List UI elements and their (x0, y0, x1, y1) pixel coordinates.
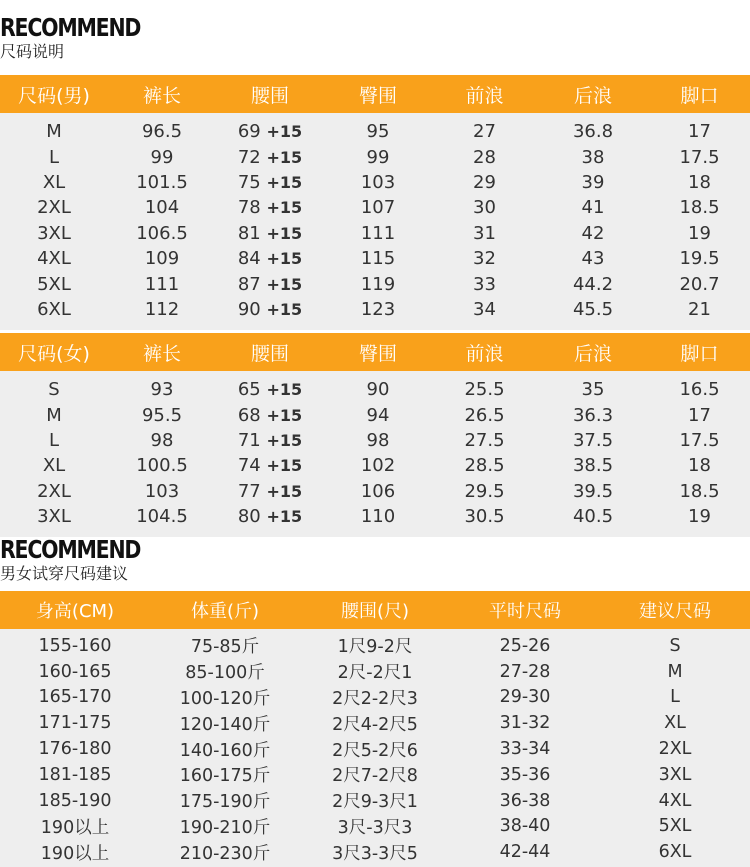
front-rise-cell: 28 (473, 146, 496, 168)
size-cell: 5XL (37, 273, 71, 295)
height-cell: 190以上 (40, 817, 110, 838)
column-header: 臀围 (358, 84, 397, 107)
column-header: 尺码(女) (18, 342, 90, 365)
back-rise-cell: 35 (581, 379, 605, 401)
size-cell: 6XL (37, 298, 71, 320)
waist-cell (216, 223, 324, 244)
hem-cell: 18 (688, 455, 711, 477)
back-rise-cell: 44.2 (572, 273, 614, 295)
waist-cell (216, 405, 324, 426)
size-cell: L (48, 146, 60, 168)
size-cell: S (48, 379, 60, 401)
waist-value: 84 (237, 248, 261, 270)
hip-cell: 102 (360, 455, 396, 477)
length-cell: 104 (144, 197, 180, 219)
front-rise-cell: 28.5 (464, 455, 505, 477)
waist-cell: 1尺9-2尺 (337, 637, 413, 658)
waist-cell: 3尺3-3尺5 (332, 843, 418, 864)
length-cell: 96.5 (141, 121, 183, 143)
hip-cell: 115 (360, 248, 396, 270)
length-cell: 99 (150, 146, 174, 168)
waist-value: 65 (237, 379, 261, 401)
size-cell: XL (42, 171, 66, 193)
usual-size-cell: 29-30 (499, 687, 551, 708)
waist-value: 81 (237, 222, 261, 244)
table-header (0, 333, 750, 371)
hip-cell: 111 (360, 222, 396, 244)
table-row (0, 195, 750, 220)
hip-cell: 106 (360, 480, 396, 502)
section-heading-1 (0, 14, 750, 62)
table-row (0, 246, 750, 271)
column-header: 裤长 (142, 342, 181, 365)
waist-cell: 2尺5-2尺6 (332, 740, 418, 761)
waist-stretch: +15 (266, 122, 303, 142)
back-rise-cell: 38.5 (572, 455, 614, 477)
hip-cell: 98 (366, 429, 390, 451)
table-row (0, 659, 750, 685)
waist-value: 90 (237, 298, 261, 320)
usual-size-cell: 33-34 (499, 739, 551, 760)
front-rise-cell: 31 (473, 222, 496, 244)
table-row (0, 271, 750, 296)
back-rise-cell: 41 (581, 197, 605, 219)
column-header: 平时尺码 (489, 601, 561, 622)
waist-cell (216, 147, 324, 168)
size-cell: M (46, 404, 62, 426)
table-row (0, 710, 750, 736)
size-cell: 3XL (37, 222, 71, 244)
waist-cell: 2尺9-3尺1 (332, 792, 418, 813)
waist-stretch: +15 (266, 380, 303, 400)
usual-size-cell: 42-44 (499, 842, 551, 863)
suggested-size-cell: XL (664, 713, 686, 734)
length-cell: 111 (144, 273, 180, 295)
suggested-size-cell: M (667, 661, 683, 682)
table-row (0, 788, 750, 814)
usual-size-cell: 31-32 (499, 713, 551, 734)
women-size-table (0, 333, 750, 537)
waist-cell: 2尺4-2尺5 (332, 714, 418, 735)
length-cell: 100.5 (136, 455, 188, 477)
waist-cell (216, 506, 324, 527)
usual-size-cell: 38-40 (499, 816, 551, 837)
weight-cell: 120-140斤 (179, 714, 271, 735)
usual-size-cell: 25-26 (499, 635, 551, 656)
suggested-size-cell: 3XL (658, 764, 692, 785)
length-cell: 109 (144, 248, 180, 270)
length-cell: 98 (150, 429, 174, 451)
front-rise-cell: 30 (473, 197, 496, 219)
column-header: 脚口 (680, 84, 719, 107)
waist-cell: 2尺7-2尺8 (332, 766, 418, 787)
size-cell: 2XL (37, 197, 71, 219)
hip-cell: 110 (360, 506, 396, 528)
table-row (0, 453, 750, 478)
waist-stretch: +15 (266, 147, 303, 167)
back-rise-cell: 36.3 (572, 404, 614, 426)
weight-cell: 210-230斤 (179, 843, 271, 864)
table-row (0, 297, 750, 322)
hip-cell: 123 (360, 298, 396, 320)
hem-cell: 16.5 (679, 379, 720, 401)
front-rise-cell: 26.5 (464, 404, 505, 426)
hip-cell: 103 (360, 171, 396, 193)
height-cell: 155-160 (38, 635, 112, 656)
column-header: 建议尺码 (639, 601, 711, 622)
front-rise-cell: 29 (473, 171, 496, 193)
back-rise-cell: 40.5 (572, 506, 614, 528)
waist-cell (216, 455, 324, 476)
waist-value: 69 (237, 121, 261, 143)
suggested-size-cell: 6XL (658, 842, 692, 863)
front-rise-cell: 27.5 (464, 429, 505, 451)
back-rise-cell: 36.8 (572, 121, 614, 143)
column-header: 前浪 (465, 84, 504, 107)
waist-stretch: +15 (266, 274, 303, 294)
waist-cell: 3尺-3尺3 (337, 817, 413, 838)
length-cell: 104.5 (136, 506, 188, 528)
size-cell: 3XL (37, 506, 71, 528)
weight-cell: 85-100斤 (185, 663, 265, 684)
usual-size-cell: 35-36 (499, 764, 551, 785)
table-body (0, 113, 750, 330)
waist-cell (216, 481, 324, 502)
size-cell: XL (42, 455, 66, 477)
waist-cell (216, 274, 324, 295)
waist-value: 68 (237, 404, 261, 426)
section-heading-2 (0, 536, 750, 584)
length-cell: 106.5 (136, 222, 188, 244)
hip-cell: 99 (366, 146, 390, 168)
recommend-title: RECOMMEND (0, 535, 141, 564)
waist-cell (216, 248, 324, 269)
hem-cell: 19 (688, 506, 711, 528)
back-rise-cell: 42 (581, 222, 605, 244)
waist-stretch: +15 (266, 430, 303, 450)
waist-cell (216, 197, 324, 218)
front-rise-cell: 27 (473, 121, 496, 143)
waist-cell (216, 299, 324, 320)
weight-cell: 190-210斤 (179, 817, 271, 838)
hem-cell: 18 (688, 171, 711, 193)
column-header: 裤长 (142, 84, 181, 107)
hem-cell: 18.5 (679, 480, 720, 502)
height-cell: 165-170 (38, 687, 112, 708)
size-cell: 2XL (37, 480, 71, 502)
table-header (0, 75, 750, 113)
table-row (0, 762, 750, 788)
column-header: 腰围(尺) (340, 601, 410, 622)
suggested-size-cell: L (670, 687, 680, 708)
weight-cell: 140-160斤 (179, 740, 271, 761)
table-row (0, 814, 750, 840)
waist-value: 80 (237, 506, 261, 528)
waist-stretch: +15 (266, 172, 303, 192)
usual-size-cell: 36-38 (499, 790, 551, 811)
height-cell: 181-185 (38, 764, 112, 785)
waist-stretch: +15 (266, 405, 303, 425)
weight-cell: 160-175斤 (179, 766, 271, 787)
table-row (0, 839, 750, 865)
waist-value: 75 (237, 171, 261, 193)
table-row (0, 633, 750, 659)
waist-stretch: +15 (266, 249, 303, 269)
waist-cell: 2尺2-2尺3 (332, 688, 418, 709)
waist-value: 72 (237, 146, 261, 168)
waist-cell (216, 121, 324, 142)
waist-stretch: +15 (266, 507, 303, 527)
size-cell: 4XL (37, 248, 71, 270)
waist-stretch: +15 (266, 456, 303, 476)
waist-cell: 2尺-2尺1 (337, 663, 413, 684)
column-header: 尺码(男) (18, 84, 90, 107)
length-cell: 112 (144, 298, 180, 320)
hem-cell: 17 (688, 121, 711, 143)
section-subtitle: 尺码说明 (0, 42, 65, 61)
hem-cell: 21 (688, 298, 711, 320)
height-cell: 160-165 (38, 661, 112, 682)
waist-value: 87 (237, 273, 261, 295)
weight-cell: 175-190斤 (179, 792, 271, 813)
table-body (0, 371, 750, 537)
table-row (0, 428, 750, 453)
waist-cell (216, 379, 324, 400)
suggested-size-cell: 5XL (658, 816, 692, 837)
column-header: 前浪 (465, 342, 504, 365)
height-cell: 190以上 (40, 843, 110, 864)
recommend-size-table (0, 591, 750, 867)
men-size-table (0, 75, 750, 330)
size-cell: L (48, 429, 60, 451)
back-rise-cell: 39.5 (572, 480, 614, 502)
hem-cell: 20.7 (679, 273, 720, 295)
suggested-size-cell: 2XL (658, 739, 692, 760)
back-rise-cell: 37.5 (572, 429, 614, 451)
column-header: 后浪 (573, 342, 612, 365)
length-cell: 95.5 (141, 404, 183, 426)
hip-cell: 94 (366, 404, 390, 426)
suggested-size-cell: S (669, 635, 681, 656)
weight-cell: 75-85斤 (190, 637, 260, 658)
front-rise-cell: 25.5 (464, 379, 505, 401)
back-rise-cell: 38 (581, 146, 605, 168)
column-header: 后浪 (573, 84, 612, 107)
table-body (0, 629, 750, 867)
front-rise-cell: 33 (473, 273, 496, 295)
table-row (0, 685, 750, 711)
waist-cell (216, 172, 324, 193)
table-row (0, 377, 750, 402)
column-header: 臀围 (358, 342, 397, 365)
hem-cell: 17 (688, 404, 711, 426)
column-header: 腰围 (250, 84, 289, 107)
length-cell: 103 (144, 480, 180, 502)
back-rise-cell: 45.5 (572, 298, 614, 320)
back-rise-cell: 43 (581, 248, 605, 270)
hem-cell: 19.5 (679, 248, 720, 270)
table-row (0, 479, 750, 504)
table-row (0, 402, 750, 427)
height-cell: 185-190 (38, 790, 112, 811)
length-cell: 101.5 (136, 171, 188, 193)
column-header: 体重(斤) (190, 601, 260, 622)
column-header: 身高(CM) (35, 601, 115, 622)
weight-cell: 100-120斤 (179, 688, 271, 709)
suggested-size-cell: 4XL (658, 790, 692, 811)
waist-stretch: +15 (266, 299, 303, 319)
waist-stretch: +15 (266, 198, 303, 218)
table-row (0, 170, 750, 195)
recommend-title: RECOMMEND (0, 13, 141, 42)
height-cell: 171-175 (38, 713, 112, 734)
table-row (0, 221, 750, 246)
section-subtitle: 男女试穿尺码建议 (0, 564, 129, 583)
front-rise-cell: 34 (473, 298, 496, 320)
hem-cell: 17.5 (679, 429, 720, 451)
table-row (0, 504, 750, 529)
front-rise-cell: 30.5 (464, 506, 505, 528)
waist-stretch: +15 (266, 481, 303, 501)
back-rise-cell: 39 (581, 171, 605, 193)
height-cell: 176-180 (38, 739, 112, 760)
table-row (0, 119, 750, 144)
hem-cell: 17.5 (679, 146, 720, 168)
waist-stretch: +15 (266, 223, 303, 243)
waist-value: 78 (237, 197, 261, 219)
column-header: 脚口 (680, 342, 719, 365)
front-rise-cell: 29.5 (464, 480, 505, 502)
waist-value: 71 (237, 429, 261, 451)
hip-cell: 119 (360, 273, 396, 295)
hem-cell: 19 (688, 222, 711, 244)
waist-value: 74 (237, 455, 261, 477)
table-row (0, 144, 750, 169)
front-rise-cell: 32 (473, 248, 496, 270)
table-header (0, 591, 750, 629)
hip-cell: 95 (366, 121, 390, 143)
hip-cell: 107 (360, 197, 396, 219)
usual-size-cell: 27-28 (499, 661, 551, 682)
length-cell: 93 (150, 379, 174, 401)
waist-cell (216, 430, 324, 451)
table-row (0, 736, 750, 762)
column-header: 腰围 (250, 342, 289, 365)
hem-cell: 18.5 (679, 197, 720, 219)
waist-value: 77 (237, 480, 261, 502)
hip-cell: 90 (366, 379, 390, 401)
size-cell: M (46, 121, 62, 143)
